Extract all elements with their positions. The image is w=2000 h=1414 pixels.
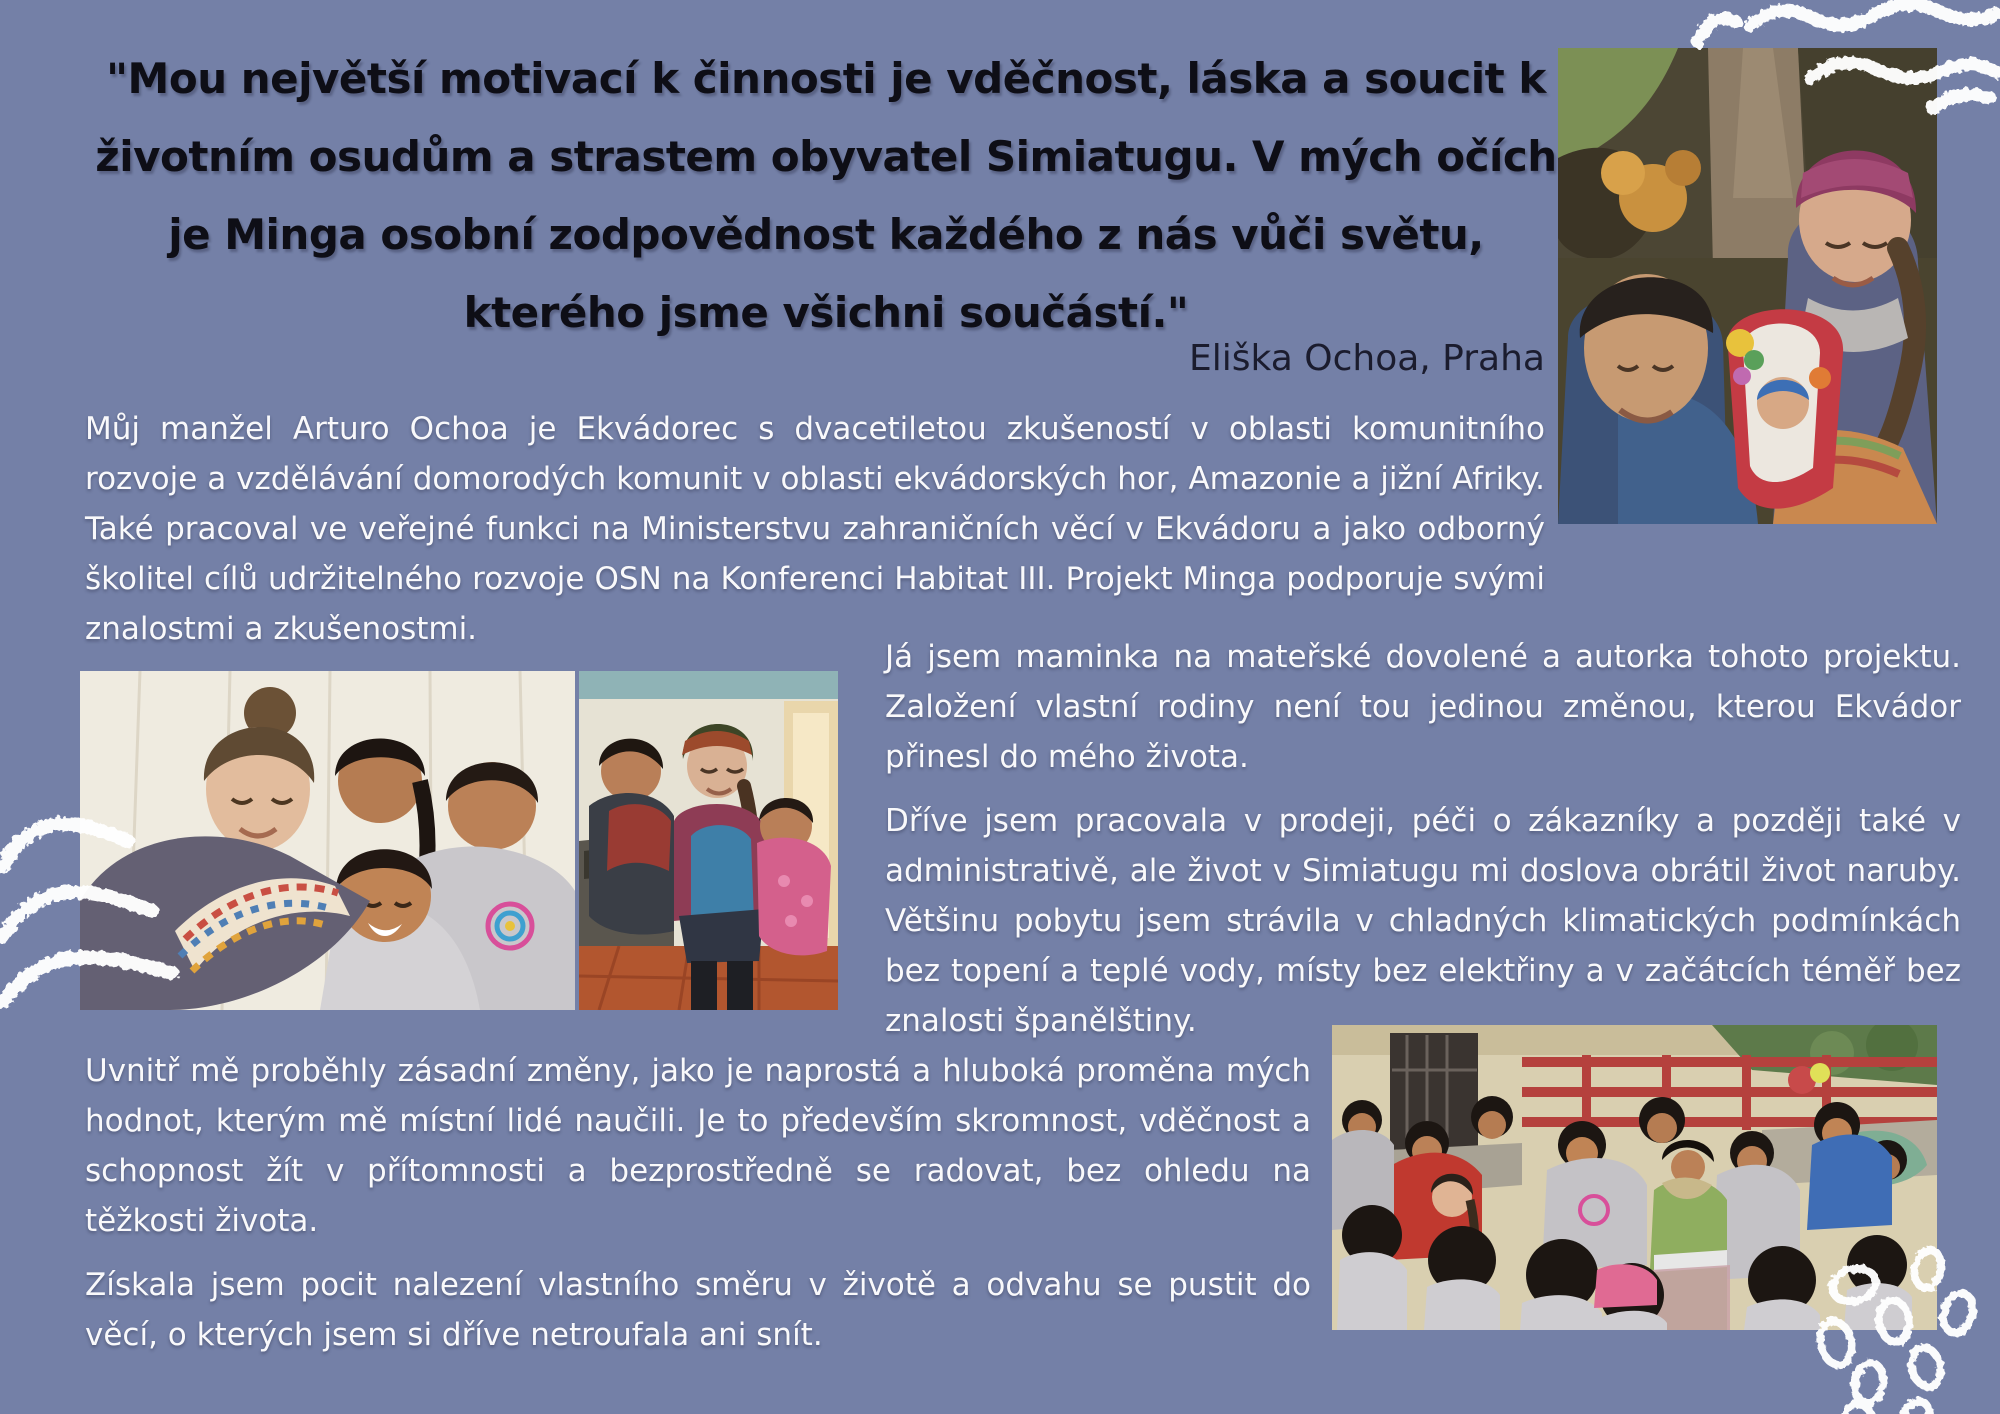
paragraph-life-direction: Získala jsem pocit nalezení vlastního směru v životě a odvahu se pustit do věcí, o kterých jsem si dříve netroufala ani snít.: [85, 1267, 1311, 1353]
quote-attribution: Eliška Ochoa, Praha: [1189, 338, 1545, 379]
paragraph-inner-change: Uvnitř mě proběhly zásadní změny, jako je naprostá a hluboká proměna mých hodnot, kterým mě místní lidé naučili. Je to především skromnost, vděčnost a schopnost žít v přítomnosti a bezprostředně se radovat, bez ohledu na těžkosti života.: [85, 1053, 1311, 1239]
quote-text: "Mou největší motivací k činnosti je vděčnost, láska a soucit k životním osudům a strastem obyvatel Simiatugu. V mých očích je Minga osobní zodpovědnost každého z nás vůči světu, kterého jsme všichni součástí.": [95, 54, 1557, 337]
right-column: [885, 632, 1961, 1060]
photo-family-selfie: [1558, 48, 1937, 524]
bottom-left-column: [85, 1046, 1311, 1374]
photo-hugging-children: [80, 671, 575, 1010]
photo-children-group: [1332, 1025, 1937, 1330]
paragraph-husband: Můj manžel Arturo Ochoa je Ekvádorec s dvacetiletou zkušeností v oblasti komunitního rozvoje a vzdělávání domorodých komunit v oblasti ekvádorských hor, Amazonie a jižní Afriky. Také pracoval ve veřejné funkci na Ministerstvu zahraničních věcí v Ekvádoru a jako odborný školitel cílů udržitelného rozvoje OSN na Konferenci Habitat III. Projekt Minga podporuje svými znalostmi a zkušenostmi.: [85, 411, 1545, 647]
photo-holding-child: [579, 671, 838, 1010]
paragraph-previous-work: Dříve jsem pracovala v prodeji, péči o zákazníky a později také v administrativě, ale život v Simiatugu mi doslova obrátil život naruby. Většinu pobytu jsem strávila v chladných klimatických podmínkách bez topení a teplé vody, místy bez elektřiny a v začátcích téměř bez znalosti španělštiny.: [885, 803, 1961, 1039]
paragraph-author-intro: Já jsem maminka na mateřské dovolené a autorka tohoto projektu. Založení vlastní rodiny není tou jedinou změnou, kterou Ekvádor přinesl do mého života.: [885, 639, 1961, 775]
